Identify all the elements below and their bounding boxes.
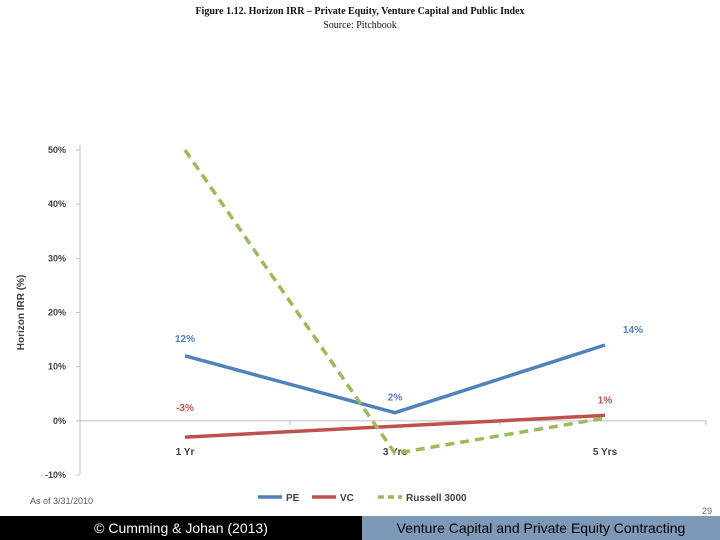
y-tick-label: 10% (47, 361, 66, 372)
data-label-pe: 12% (174, 333, 196, 345)
data-label-pe: 2% (387, 392, 403, 404)
data-label-pe: 14% (622, 325, 644, 336)
y-tick-label: 30% (47, 253, 66, 264)
y-tick-label: 0% (52, 415, 66, 426)
figure-source: Source: Pitchbook (323, 20, 397, 31)
data-label-vc: -3% (176, 403, 194, 415)
footer-book-title: Venture Capital and Private Equity Contracting (362, 516, 720, 540)
x-tick-label: 1 Yr (175, 446, 195, 458)
y-tick-label: 50% (47, 145, 66, 155)
data-label-vc: 1% (597, 395, 613, 407)
y-axis-title: Horizon IRR (%) (16, 274, 27, 351)
legend-label-pe: PE (286, 493, 300, 504)
page-number: 29 (701, 506, 712, 516)
series-line-russell-3000 (185, 150, 605, 453)
legend-label-vc: VC (340, 493, 354, 504)
x-tick-label: 5 Yrs (592, 446, 618, 458)
series-line-vc (185, 415, 605, 437)
y-tick-label: -10% (44, 470, 66, 480)
y-tick-label: 40% (47, 199, 66, 210)
legend-label-russell-3000: Russell 3000 (406, 493, 467, 504)
x-tick-label: 3 Yrs (382, 446, 408, 458)
figure-title: Figure 1.12. Horizon IRR – Private Equity, Venture Capital and Public Index (195, 6, 525, 17)
footer-citation: © Cumming & Johan (2013) (0, 516, 362, 540)
y-tick-label: 20% (47, 307, 66, 318)
as-of-date: As of 3/31/2010 (30, 496, 94, 506)
